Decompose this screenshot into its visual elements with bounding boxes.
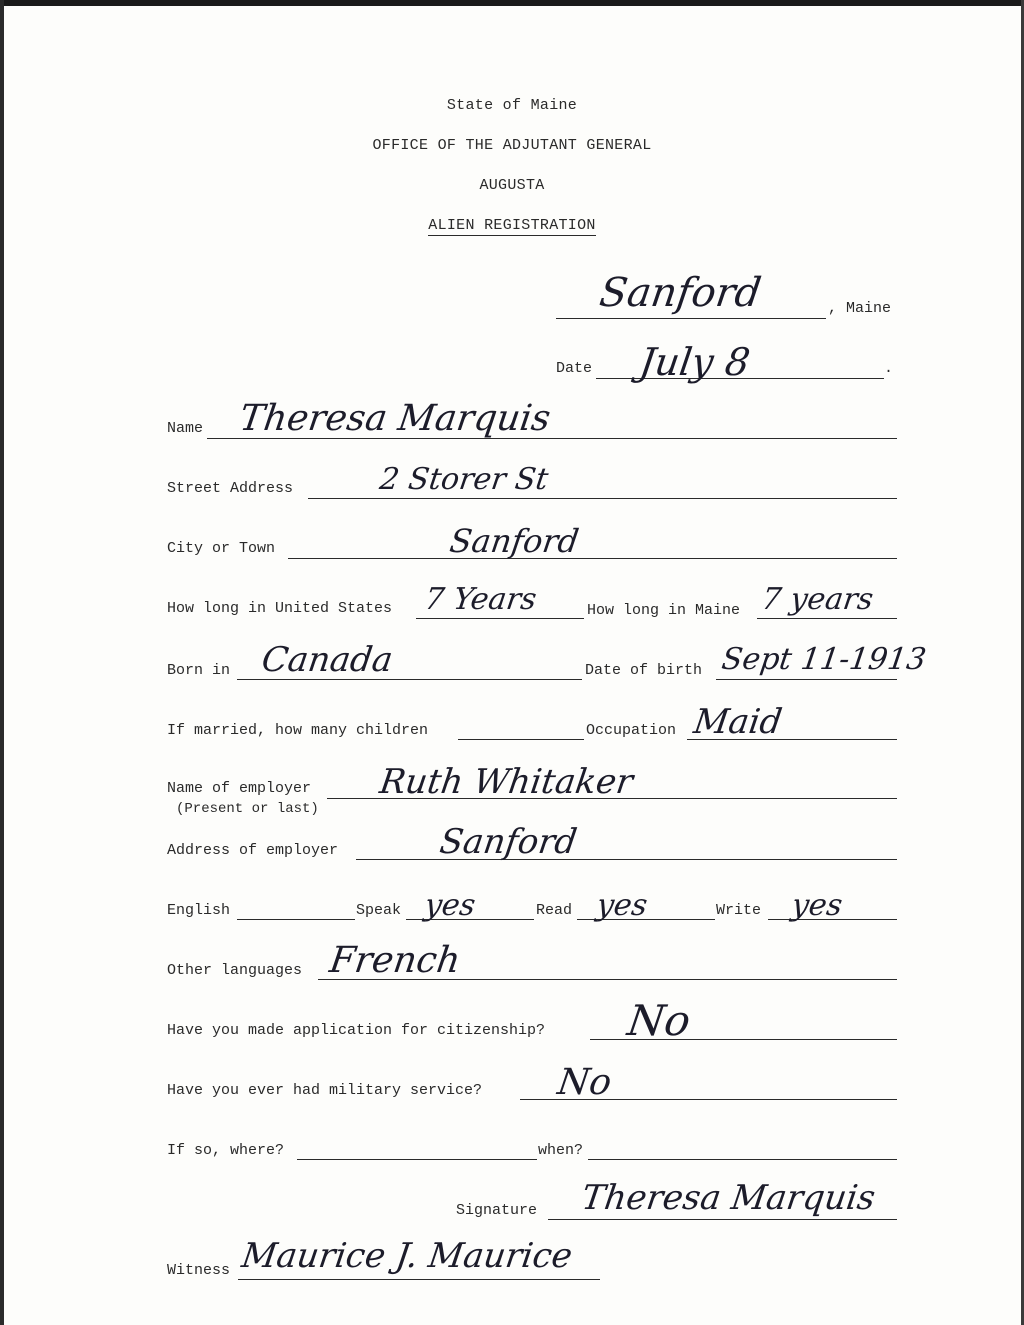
employer-sub: (Present or last) <box>176 801 319 817</box>
military-label: Have you ever had military service? <box>167 1082 483 1099</box>
other-lang-label: Other languages <box>167 962 303 979</box>
maine-line <box>757 618 897 619</box>
speak-entry: yes <box>422 888 478 923</box>
employer-entry: Ruth Whitaker <box>377 762 636 802</box>
signature-label: Signature <box>456 1202 538 1219</box>
other-lang-entry: French <box>327 940 463 981</box>
occupation-entry: Maid <box>691 702 785 742</box>
header-title <box>0 217 1024 234</box>
header-title-text: ALIEN REGISTRATION <box>428 217 596 234</box>
city-line <box>556 318 826 319</box>
speak-label: Speak <box>356 902 402 919</box>
employer-addr-entry: Sanford <box>437 822 580 862</box>
witness-entry: Maurice J. Maurice <box>239 1236 575 1276</box>
english-line <box>237 919 355 920</box>
town-line <box>288 558 897 559</box>
header-state: State of Maine <box>446 97 578 114</box>
signature-line <box>548 1219 897 1220</box>
citizenship-entry: No <box>624 996 694 1045</box>
witness-label: Witness <box>167 1262 231 1279</box>
city-suffix: , Maine <box>828 300 892 317</box>
maine-label: How long in Maine <box>587 602 741 619</box>
when-label: when? <box>538 1142 584 1159</box>
where-line <box>297 1159 537 1160</box>
employer-addr-label: Address of employer <box>167 842 339 859</box>
date-entry: July 8 <box>636 340 753 384</box>
born-label: Born in <box>167 662 231 679</box>
employer-label: Name of employer <box>167 780 312 797</box>
name-label: Name <box>167 420 204 437</box>
header-city: AUGUSTA <box>479 177 545 194</box>
header-office: OFFICE OF THE ADJUTANT GENERAL <box>372 137 652 154</box>
read-entry: yes <box>594 888 650 923</box>
town-label: City or Town <box>167 540 276 557</box>
dob-line <box>716 679 897 680</box>
us-line <box>416 618 584 619</box>
us-entry: 7 Years <box>422 582 539 617</box>
born-entry: Canada <box>259 640 396 680</box>
dob-entry: Sept 11-1913 <box>719 642 929 677</box>
street-line <box>308 498 897 499</box>
city-entry: Sanford <box>596 270 764 316</box>
date-label: Date <box>556 360 593 377</box>
name-entry: Theresa Marquis <box>237 398 554 439</box>
write-label: Write <box>716 902 762 919</box>
date-end: . <box>884 360 894 377</box>
maine-entry: 7 years <box>759 582 876 617</box>
married-label: If married, how many children <box>167 722 429 739</box>
witness-line <box>238 1279 600 1280</box>
where-label: If so, where? <box>167 1142 285 1159</box>
signature-entry: Theresa Marquis <box>579 1178 878 1218</box>
citizenship-label: Have you made application for citizenship? <box>167 1022 546 1039</box>
occupation-label: Occupation <box>586 722 677 739</box>
when-line <box>588 1159 897 1160</box>
write-entry: yes <box>789 888 845 923</box>
read-label: Read <box>536 902 573 919</box>
married-line <box>458 739 584 740</box>
dob-label: Date of birth <box>585 662 703 679</box>
street-entry: 2 Storer St <box>377 462 551 497</box>
military-entry: No <box>555 1062 615 1103</box>
scan-edge-left <box>0 0 4 1325</box>
us-label: How long in United States <box>167 600 393 617</box>
scan-edge-top <box>0 0 1024 6</box>
english-label: English <box>167 902 231 919</box>
street-label: Street Address <box>167 480 294 497</box>
town-entry: Sanford <box>447 522 582 560</box>
